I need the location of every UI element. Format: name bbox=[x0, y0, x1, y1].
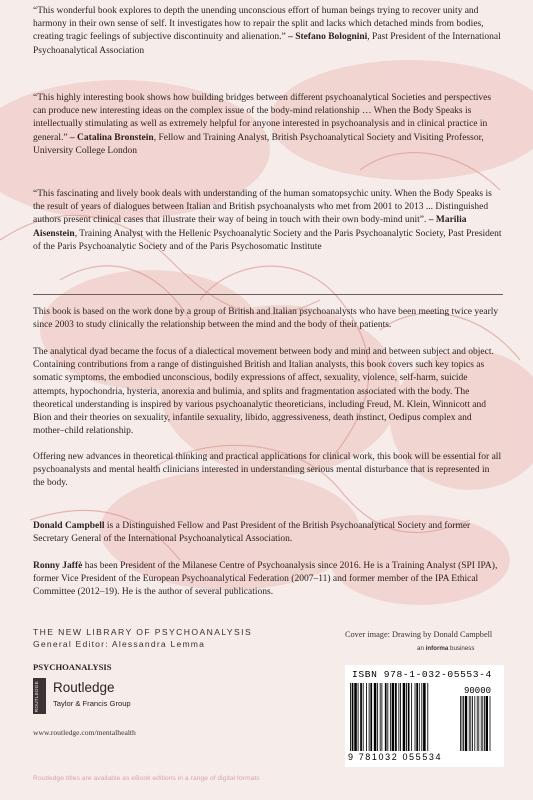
series-title: THE NEW LIBRARY OF PSYCHOANALYSIS bbox=[33, 627, 253, 637]
informa-brand: informa bbox=[425, 645, 449, 652]
description-paragraph-3: Offering new advances in theoretical thinking and practical applications for clinical work, this book will be essential for all psychoanalysts and mental health clinicians interested in understanding serious mental disturbance that is represented in the body. bbox=[33, 452, 502, 489]
barcode-bar bbox=[352, 683, 354, 751]
isbn-number: ISBN 978-1-032-05553-4 bbox=[352, 669, 492, 680]
barcode-bar bbox=[395, 683, 397, 751]
author-name: Ronny Jaffè bbox=[33, 561, 83, 571]
author-bio-campbell bbox=[33, 520, 503, 546]
barcode-addon-bar bbox=[463, 696, 464, 751]
barcode-bar bbox=[360, 683, 362, 751]
isbn-barcode bbox=[345, 665, 504, 767]
barcode-addon-bar bbox=[470, 696, 471, 751]
barcode-bar bbox=[354, 683, 357, 751]
barcode-bar bbox=[363, 683, 364, 751]
barcode-addon-bar bbox=[486, 696, 488, 751]
barcode-addon-bar bbox=[460, 696, 461, 751]
barcode-bar bbox=[392, 683, 395, 751]
subject-category: PSYCHOANALYSIS bbox=[33, 662, 112, 672]
barcode-bar bbox=[377, 683, 378, 751]
endorsement-2 bbox=[33, 92, 503, 158]
price-code: 90000 bbox=[464, 686, 492, 696]
barcode-addon-bar bbox=[490, 696, 491, 751]
author-bio-text: is a Distinguished Fellow and Past President of the British Psychoanalytical Society and former Secretary General of the International Psychoanalytical Association. bbox=[33, 521, 471, 545]
description-paragraph-2: The analytical dyad became the focus of a dialectical movement between body and mind and between subject and object. Containing contributions from a range of distinguished British and Italian analysts, this book covers such key topics as somatic symptoms, the embodied unconscious, bodily expressions of affect, sexuality, violence, self-harm, suicide attempts, hypochondria, hysteria, anorexia and bulimia, and splits and fragmentation associated with the body. The theoretical understanding is inspired by various psychoanalytic theoreticians, including Freud, M. Klein, Winnicott and Bion and their theories on sexuality, infantile sexuality, libido, aggressiveness, death instinct, Oedipus complex and mother–child relationship. bbox=[33, 347, 494, 437]
barcode-bar bbox=[390, 683, 391, 751]
barcode-addon-bar bbox=[469, 696, 470, 751]
barcode-addon-bar bbox=[462, 696, 463, 751]
ebook-availability-note: Routledge titles are available as eBook editions in a range of digital formats bbox=[33, 775, 260, 782]
author-bio-jaffe bbox=[33, 560, 503, 600]
informa-business-label: an informa business bbox=[417, 645, 475, 652]
barcode-bar bbox=[398, 683, 399, 751]
endorsement-affiliation: , Past President of the International Psychoanalytical Association bbox=[33, 32, 501, 56]
endorsement-author: – Catalina Bronstein bbox=[69, 132, 154, 143]
series-editor: General Editor: Alessandra Lemma bbox=[33, 639, 206, 649]
endorsement-author: – Marilia Aisenstein bbox=[33, 215, 467, 239]
section-divider bbox=[33, 294, 503, 295]
cover-image-credit: Cover image: Drawing by Donald Campbell bbox=[345, 630, 493, 639]
barcode-bar bbox=[400, 683, 401, 751]
barcode-bar bbox=[370, 683, 372, 751]
barcode-bar bbox=[427, 683, 428, 751]
barcode-addon-bar bbox=[478, 696, 479, 751]
barcode-bar bbox=[387, 683, 388, 751]
endorsement-quote: “This wonderful book explores to depth the unending unconscious effort of human beings trying to recover unity and harmony in their own sense of self. It investigates how to repair the split and lacks which detached minds from bodies, creating tragic feelings of subjective discontinuity and alienation.” bbox=[33, 6, 484, 43]
barcode-bar bbox=[380, 683, 381, 751]
publisher-group: Taylor & Francis Group bbox=[53, 699, 131, 708]
routledge-logo-side-text: ROUTLEDGE bbox=[34, 681, 39, 713]
barcode-bar bbox=[423, 683, 426, 751]
author-name: Donald Campbell bbox=[33, 521, 105, 531]
publisher-name: Routledge bbox=[53, 680, 115, 695]
endorsement-affiliation: , Training Analyst with the Hellenic Psychoanalytic Society and the Paris Psychoanalytic Society, Past President of the Paris Psychoanalytic Society and of the Paris Psychosomatic Institute bbox=[33, 228, 502, 252]
description-paragraph-1: This book is based on the work done by a group of British and Italian psychoanalysts who have been meeting twice yearly since 2003 to study clinically the relationship between the mind and the body of their patients. bbox=[33, 307, 499, 331]
routledge-logo-icon bbox=[33, 678, 46, 714]
endorsement-affiliation: , Fellow and Training Analyst, British Psychoanalytical Society and Visiting Professor, University College London bbox=[33, 132, 484, 156]
barcode-addon-bar bbox=[465, 696, 467, 751]
barcode-bar bbox=[403, 683, 406, 751]
barcode-bar bbox=[421, 683, 422, 751]
barcode-addon-bar bbox=[472, 696, 473, 751]
barcode-addon-bar bbox=[474, 696, 475, 751]
barcode-bar bbox=[381, 683, 382, 751]
barcode-bar bbox=[369, 683, 370, 751]
barcode-addon-bar bbox=[482, 696, 483, 751]
publisher-url[interactable]: www.routledge.com/mentalhealth bbox=[33, 728, 136, 737]
author-bio-text: has been President of the Milanese Centre of Psychoanalysis since 2016. He is a Training Analyst (SPI IPA), former Vice President of the European Psychoanalytical Federation (2007–11) and former member of the IPA Ethical Committee (2012–19). He is the author of several publications. bbox=[33, 561, 498, 598]
barcode-bars bbox=[348, 683, 501, 753]
barcode-bar bbox=[415, 683, 416, 751]
barcode-bar bbox=[366, 683, 367, 751]
barcode-bar bbox=[358, 683, 359, 751]
barcode-bar bbox=[385, 683, 387, 751]
barcode-bar bbox=[350, 683, 351, 751]
barcode-addon-bar bbox=[484, 696, 485, 751]
barcode-addon-bar bbox=[477, 696, 478, 751]
barcode-bar bbox=[419, 683, 420, 751]
barcode-digits: 9 781032 055534 bbox=[348, 752, 443, 762]
barcode-addon-bar bbox=[481, 696, 482, 751]
barcode-bar bbox=[374, 683, 377, 751]
routledge-logo bbox=[33, 678, 153, 714]
barcode-bar bbox=[408, 683, 410, 751]
endorsement-author: – Stefano Bolognini bbox=[288, 32, 368, 43]
barcode-bar bbox=[416, 683, 418, 751]
endorsement-3 bbox=[33, 188, 503, 254]
endorsement-1 bbox=[33, 5, 503, 58]
endorsement-quote: “This highly interesting book shows how building bridges between different psychoanalytical Societies and perspectives can produce new interesting ideas on the complex issue of the body-mind relationship … When the Body Speaks is intellectually stimulating as well as extremely helpful for anyone interested in psychoanalysis and in clinical practice in general.” bbox=[33, 93, 492, 143]
barcode-bar bbox=[406, 683, 407, 751]
barcode-bar bbox=[411, 683, 412, 751]
endorsement-quote: “This fascinating and lively book deals with understanding of the human somatopsychic unity. When the Body Speaks is the result of years of dialogues between Italian and British psychoanalysts who met from 2001 to 2013 ... Distinguished authors present clinical cases that illustrate their way of being in touch with their own body-mind unit”. bbox=[33, 189, 492, 226]
